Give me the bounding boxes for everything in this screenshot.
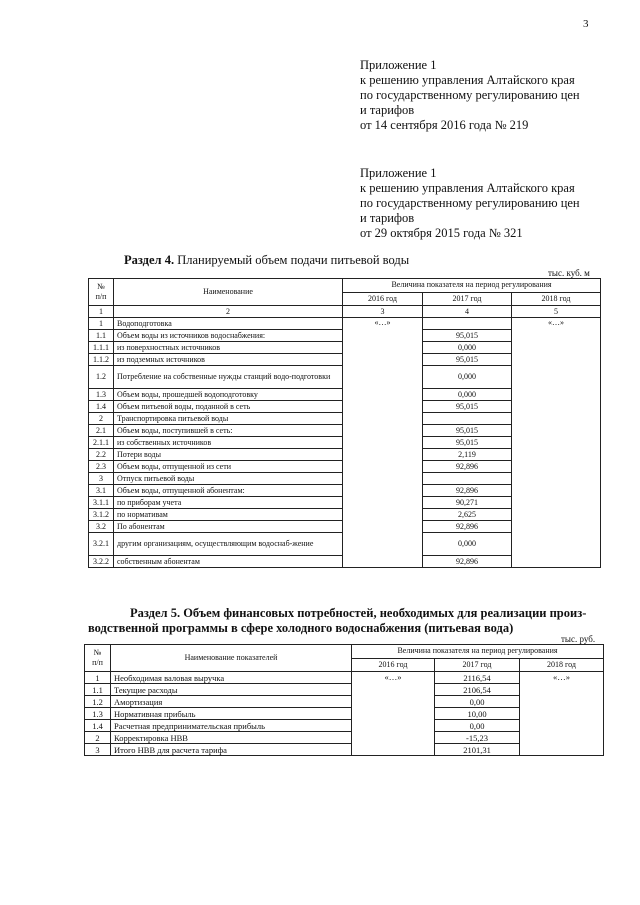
- row-name: Необходимая валовая выручка: [111, 672, 352, 684]
- appendix-line: к решению управления Алтайского края: [360, 181, 575, 195]
- row-name: Объем воды, отпущенной из сети: [114, 461, 343, 473]
- colnum: 5: [512, 306, 601, 318]
- value-2017: 2,119: [423, 449, 512, 461]
- row-number: 1.2: [89, 366, 114, 389]
- row-name: из поверхностных источников: [114, 342, 343, 354]
- value-2017: 0,000: [423, 342, 512, 354]
- row-name: Транспортировка питьевой воды: [114, 413, 343, 425]
- row-number: 2: [89, 413, 114, 425]
- row-number: 1: [89, 318, 114, 330]
- row-number: 3.2: [89, 521, 114, 533]
- section4-title: [124, 253, 409, 268]
- section4-unit: тыс. куб. м: [548, 268, 590, 278]
- section4-title-text: Планируемый объем подачи питьевой воды: [174, 253, 410, 267]
- row-number: 3.1: [89, 485, 114, 497]
- row-name: Водоподготовка: [114, 318, 343, 330]
- header-2018: 2018 год: [520, 658, 604, 672]
- appendix-line: по государственному регулированию цен: [360, 196, 580, 210]
- value-2017: 95,015: [423, 437, 512, 449]
- header-group: Величина показателя на период регулирования: [343, 279, 601, 293]
- value-2017: 0,00: [435, 696, 520, 708]
- row-name: Потребление на собственные нужды станций водо-подготовки: [114, 366, 343, 389]
- header-2017: 2017 год: [423, 292, 512, 306]
- colnum: 3: [343, 306, 423, 318]
- row-name: Потери воды: [114, 449, 343, 461]
- row-name: Текущие расходы: [111, 684, 352, 696]
- row-number: 1.3: [85, 708, 111, 720]
- appendix-line: от 29 октября 2015 года № 321: [360, 226, 523, 240]
- row-number: 2.3: [89, 461, 114, 473]
- value-2017: 0,000: [423, 389, 512, 401]
- value-2017: 0,000: [423, 533, 512, 556]
- section4-title-bold: Раздел 4.: [124, 253, 175, 267]
- row-name: по приборам учета: [114, 497, 343, 509]
- section4-table: [88, 278, 601, 568]
- row-number: 1.1.2: [89, 354, 114, 366]
- row-number: 2.2: [89, 449, 114, 461]
- appendix-line: и тарифов: [360, 211, 415, 225]
- appendix-line: к решению управления Алтайского края: [360, 73, 575, 87]
- value-2017: 2106,54: [435, 684, 520, 696]
- appendix-block-current: [360, 58, 580, 133]
- section5-title: [130, 606, 586, 621]
- colnum: 2: [114, 306, 343, 318]
- value-2018: «…»: [512, 318, 601, 568]
- row-number: 1.4: [85, 720, 111, 732]
- row-name: Итого НВВ для расчета тарифа: [111, 744, 352, 756]
- appendix-line: и тарифов: [360, 103, 415, 117]
- colnum: 1: [89, 306, 114, 318]
- row-name: другим организациям, осуществляющим водоснаб-жение: [114, 533, 343, 556]
- section5-table: [84, 644, 604, 756]
- value-2017: 92,896: [423, 556, 512, 568]
- table-row: [89, 318, 601, 330]
- value-2017: 92,896: [423, 461, 512, 473]
- value-2017: 2116,54: [435, 672, 520, 684]
- header-2016: 2016 год: [343, 292, 423, 306]
- value-2017: [423, 413, 512, 425]
- section5-unit: тыс. руб.: [561, 634, 596, 644]
- value-2017: 0,000: [423, 366, 512, 389]
- appendix-block-original: [360, 166, 580, 241]
- row-name: Объем воды, поступившей в сеть:: [114, 425, 343, 437]
- header-num: № п/п: [89, 279, 114, 306]
- row-name: Объем воды, прошедшей водоподготовку: [114, 389, 343, 401]
- row-name: Объем воды, отпущенной абонентам:: [114, 485, 343, 497]
- row-number: 1.1: [89, 330, 114, 342]
- row-name: По абонентам: [114, 521, 343, 533]
- row-name: по нормативам: [114, 509, 343, 521]
- row-number: 3: [89, 473, 114, 485]
- row-number: 2: [85, 732, 111, 744]
- colnum: 4: [423, 306, 512, 318]
- section5-title-bold: Раздел 5.: [130, 606, 181, 620]
- row-number: 3.1.1: [89, 497, 114, 509]
- section5-title-line1: Объем финансовых потребностей, необходимых для реализации произ-: [180, 606, 587, 620]
- section5-title-line2: водственной программы в сфере холодного водоснабжения (питьевая вода): [88, 621, 514, 635]
- appendix-line: по государственному регулированию цен: [360, 88, 580, 102]
- appendix-line: Приложение 1: [360, 166, 437, 180]
- value-2018: «…»: [520, 672, 604, 756]
- row-name: Расчетная предпринимательская прибыль: [111, 720, 352, 732]
- row-name: Объем воды из источников водоснабжения:: [114, 330, 343, 342]
- row-name: Нормативная прибыль: [111, 708, 352, 720]
- row-number: 3: [85, 744, 111, 756]
- value-2017: 2101,31: [435, 744, 520, 756]
- row-name: Амортизация: [111, 696, 352, 708]
- row-number: 1.3: [89, 389, 114, 401]
- row-name: из собственных источников: [114, 437, 343, 449]
- value-2017: 92,896: [423, 521, 512, 533]
- value-2017: 95,015: [423, 330, 512, 342]
- page-number: 3: [583, 18, 589, 30]
- row-number: 1.1.1: [89, 342, 114, 354]
- value-2017: 10,00: [435, 708, 520, 720]
- value-2017: -15,23: [435, 732, 520, 744]
- header-2018: 2018 год: [512, 292, 601, 306]
- value-2016: «…»: [352, 672, 435, 756]
- row-number: 1: [85, 672, 111, 684]
- row-name: Объем питьевой воды, поданной в сеть: [114, 401, 343, 413]
- row-number: 1.4: [89, 401, 114, 413]
- value-2017: 2,625: [423, 509, 512, 521]
- header-name: Наименование: [114, 279, 343, 306]
- value-2017: 0,00: [435, 720, 520, 732]
- row-number: 3.2.2: [89, 556, 114, 568]
- header-2016: 2016 год: [352, 658, 435, 672]
- row-number: 2.1: [89, 425, 114, 437]
- row-number: 1.1: [85, 684, 111, 696]
- row-name: Корректировка НВВ: [111, 732, 352, 744]
- header-group: Величина показателя на период регулирования: [352, 645, 604, 659]
- header-num: № п/п: [85, 645, 111, 672]
- value-2017: [423, 318, 512, 330]
- value-2017: 90,271: [423, 497, 512, 509]
- value-2017: [423, 473, 512, 485]
- row-name: из подземных источников: [114, 354, 343, 366]
- appendix-line: Приложение 1: [360, 58, 437, 72]
- row-number: 3.2.1: [89, 533, 114, 556]
- appendix-line: от 14 сентября 2016 года № 219: [360, 118, 529, 132]
- value-2016: «…»: [343, 318, 423, 568]
- row-number: 1.2: [85, 696, 111, 708]
- row-number: 2.1.1: [89, 437, 114, 449]
- value-2017: 95,015: [423, 425, 512, 437]
- header-name: Наименование показателей: [111, 645, 352, 672]
- value-2017: 92,896: [423, 485, 512, 497]
- row-name: Отпуск питьевой воды: [114, 473, 343, 485]
- row-name: собственным абонентам: [114, 556, 343, 568]
- header-2017: 2017 год: [435, 658, 520, 672]
- value-2017: 95,015: [423, 354, 512, 366]
- value-2017: 95,015: [423, 401, 512, 413]
- row-number: 3.1.2: [89, 509, 114, 521]
- table-row: [85, 672, 604, 684]
